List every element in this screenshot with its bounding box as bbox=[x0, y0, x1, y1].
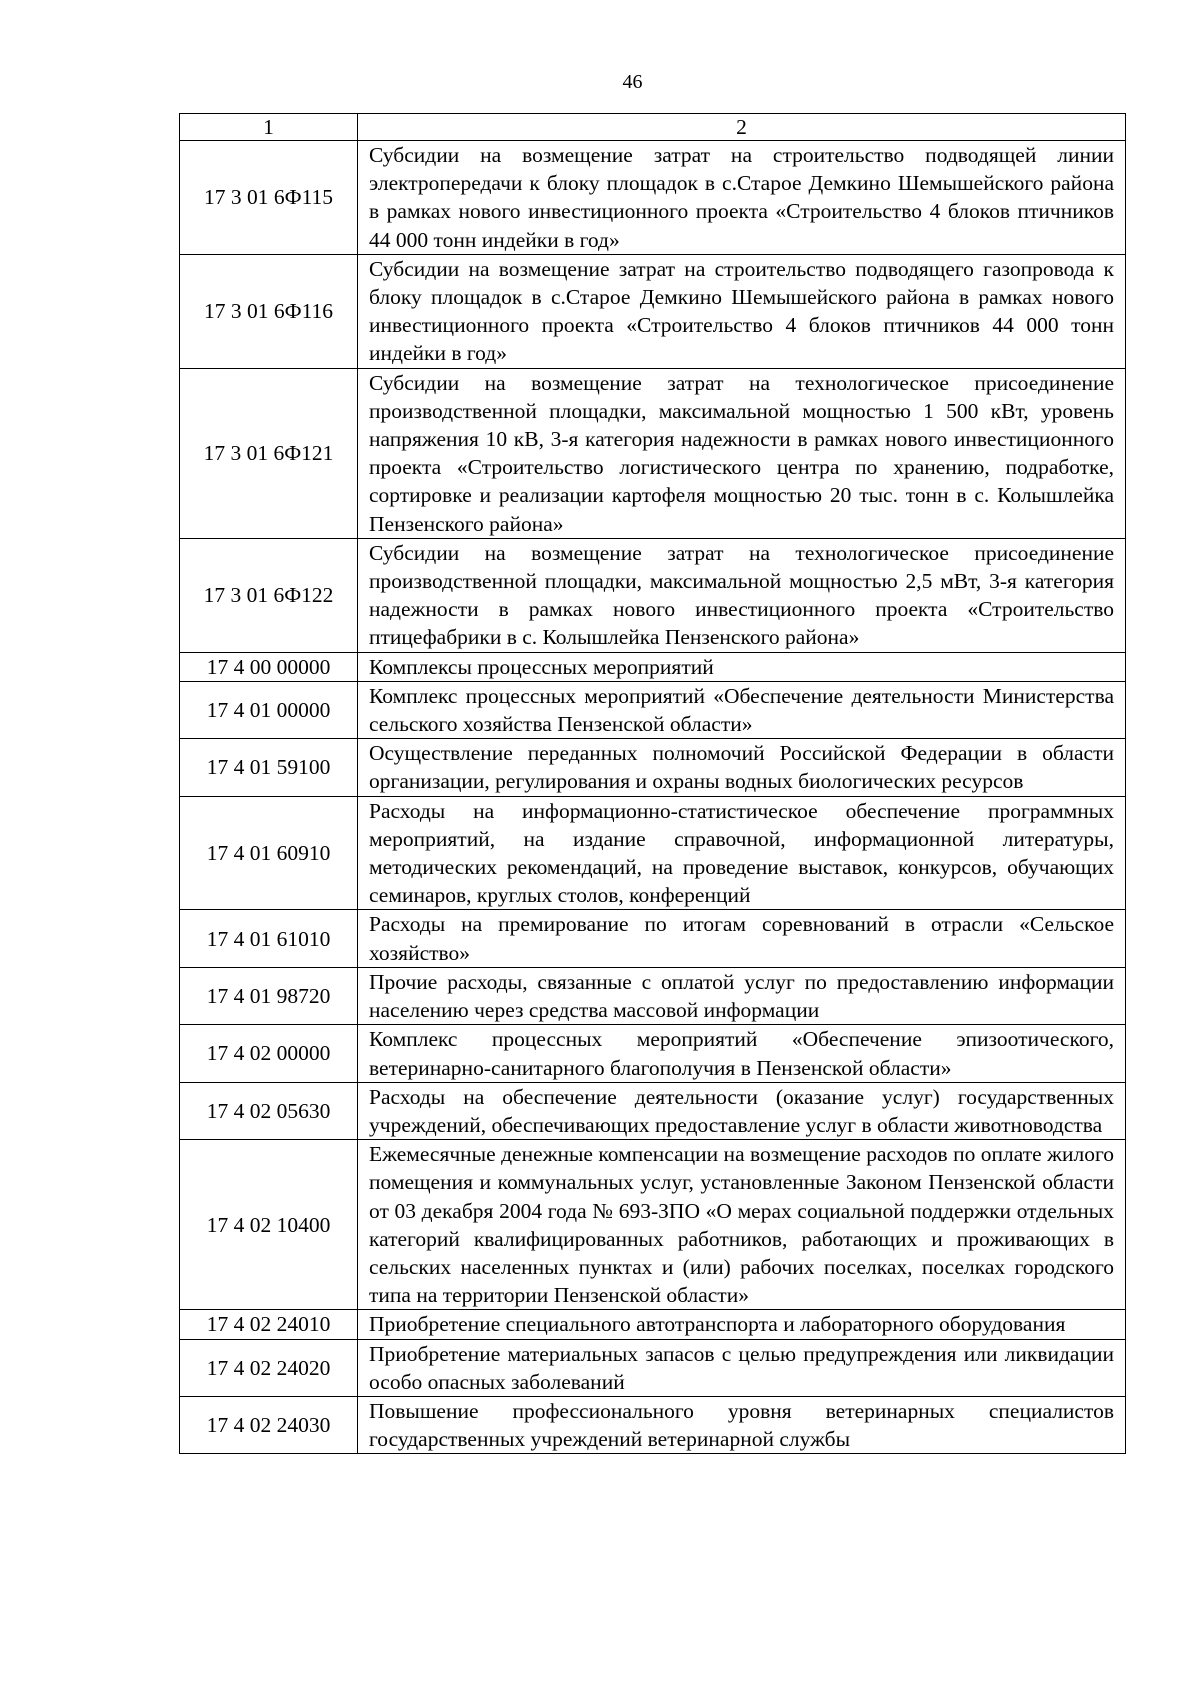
row-description: Субсидии на возмещение затрат на технологическое присоединение производственной площадки, максимальной мощностью 1 500 кВт, уровень напряжения 10 кВ, 3-я категория надежности в рамках нового инвестиционного проекта «Строительство логистического центра по хранению, подработке, сортировке и реализации картофеля мощностью 20 тыс. тонн в с. Колышлейка Пензенского района» bbox=[358, 368, 1126, 538]
table-row bbox=[180, 681, 1126, 738]
table-row bbox=[180, 796, 1126, 910]
column-number-2: 2 bbox=[358, 114, 1126, 141]
row-description: Субсидии на возмещение затрат на технологическое присоединение производственной площадки, максимальной мощностью 2,5 мВт, 3-я категория надежности в рамках нового инвестиционного проекта «Строительство птицефабрики в с. Колышлейка Пензенского района» bbox=[358, 538, 1126, 652]
row-code: 17 4 01 59100 bbox=[180, 739, 358, 796]
row-description: Комплекс процессных мероприятий «Обеспечение эпизоотического, ветеринарно-санитарного благополучия в Пензенской области» bbox=[358, 1025, 1126, 1082]
row-description: Комплекс процессных мероприятий «Обеспечение деятельности Министерства сельского хозяйства Пензенской области» bbox=[358, 681, 1126, 738]
row-description: Ежемесячные денежные компенсации на возмещение расходов по оплате жилого помещения и коммунальных услуг, установленные Законом Пензенской области от 03 декабря 2004 года № 693-ЗПО «О мерах социальной поддержки отдельных категорий квалифицированных работников, работающих и проживающих в сельских населенных пунктах и (или) рабочих поселках, поселках городского типа на территории Пензенской области» bbox=[358, 1140, 1126, 1310]
page-number: 46 bbox=[622, 71, 643, 93]
budget-classification-table bbox=[179, 113, 1126, 1454]
row-description: Субсидии на возмещение затрат на строительство подводящего газопровода к блоку площадок в с.Старое Демкино Шемышейского района в рамках нового инвестиционного проекта «Строительство 4 блоков птичников 44 000 тонн индейки в год» bbox=[358, 254, 1126, 368]
row-code: 17 3 01 6Ф116 bbox=[180, 254, 358, 368]
table-row bbox=[180, 910, 1126, 967]
table-row bbox=[180, 1025, 1126, 1082]
row-description: Расходы на информационно-статистическое обеспечение программных мероприятий, на издание справочной, информационной литературы, методических рекомендаций, на проведение выставок, конкурсов, обучающих семинаров, круглых столов, конференций bbox=[358, 796, 1126, 910]
row-code: 17 4 00 00000 bbox=[180, 652, 358, 681]
row-code: 17 4 02 10400 bbox=[180, 1140, 358, 1310]
row-code: 17 4 01 61010 bbox=[180, 910, 358, 967]
row-code: 17 4 02 24030 bbox=[180, 1396, 358, 1453]
table-header-row bbox=[180, 114, 1126, 141]
row-description: Приобретение специального автотранспорта и лабораторного оборудования bbox=[358, 1310, 1126, 1339]
row-description: Расходы на обеспечение деятельности (оказание услуг) государственных учреждений, обеспечивающих предоставление услуг в области животноводства bbox=[358, 1082, 1126, 1139]
table-row bbox=[180, 1082, 1126, 1139]
row-code: 17 3 01 6Ф122 bbox=[180, 538, 358, 652]
row-code: 17 4 02 05630 bbox=[180, 1082, 358, 1139]
row-code: 17 4 01 00000 bbox=[180, 681, 358, 738]
table-row bbox=[180, 652, 1126, 681]
table-row bbox=[180, 739, 1126, 796]
table-row bbox=[180, 1339, 1126, 1396]
row-description: Комплексы процессных мероприятий bbox=[358, 652, 1126, 681]
row-description: Субсидии на возмещение затрат на строительство подводящей линии электропередачи к блоку площадок в с.Старое Демкино Шемышейского района в рамках нового инвестиционного проекта «Строительство 4 блоков птичников 44 000 тонн индейки в год» bbox=[358, 141, 1126, 255]
row-description: Осуществление переданных полномочий Российской Федерации в области организации, регулирования и охраны водных биологических ресурсов bbox=[358, 739, 1126, 796]
row-description: Повышение профессионального уровня ветеринарных специалистов государственных учреждений ветеринарной службы bbox=[358, 1396, 1126, 1453]
table-row bbox=[180, 967, 1126, 1024]
row-code: 17 4 01 98720 bbox=[180, 967, 358, 1024]
row-code: 17 4 01 60910 bbox=[180, 796, 358, 910]
row-code: 17 3 01 6Ф115 bbox=[180, 141, 358, 255]
row-description: Прочие расходы, связанные с оплатой услуг по предоставлению информации населению через средства массовой информации bbox=[358, 967, 1126, 1024]
table-row bbox=[180, 368, 1126, 538]
column-number-1: 1 bbox=[180, 114, 358, 141]
table-row bbox=[180, 1140, 1126, 1310]
row-description: Приобретение материальных запасов с целью предупреждения или ликвидации особо опасных заболеваний bbox=[358, 1339, 1126, 1396]
row-description: Расходы на премирование по итогам соревнований в отрасли «Сельское хозяйство» bbox=[358, 910, 1126, 967]
row-code: 17 4 02 24020 bbox=[180, 1339, 358, 1396]
table-row bbox=[180, 1396, 1126, 1453]
table-row bbox=[180, 141, 1126, 255]
row-code: 17 4 02 24010 bbox=[180, 1310, 358, 1339]
table-row bbox=[180, 538, 1126, 652]
row-code: 17 3 01 6Ф121 bbox=[180, 368, 358, 538]
table-row bbox=[180, 1310, 1126, 1339]
table-row bbox=[180, 254, 1126, 368]
row-code: 17 4 02 00000 bbox=[180, 1025, 358, 1082]
